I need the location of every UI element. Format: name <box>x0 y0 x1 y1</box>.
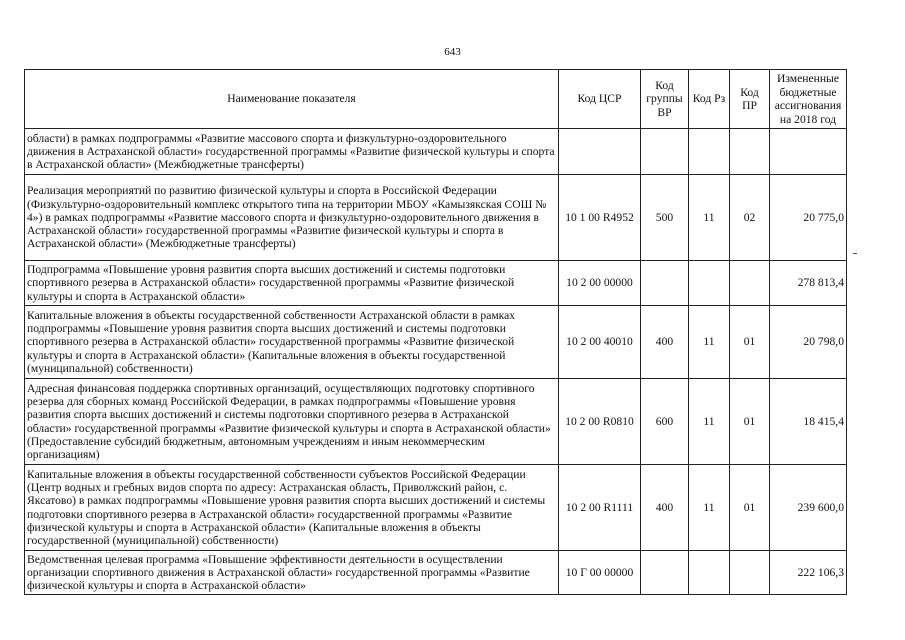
header-amount: Измененные бюджетные ассигнования на 2018 год <box>770 70 847 129</box>
row-csr: 10 Г 00 00000 <box>559 551 641 595</box>
row-vr <box>641 261 689 306</box>
row-name: Реализация мероприятий по развитию физической культуры и спорта в Российской Федерации (Физкультурно-оздоровительный комплекс открытого типа на территории МБОУ «Камызякская СОШ № 4») в рамках подпрограммы «Развитие массового спорта и физкультурно-оздоровительного движения в Астраханской области» государственной программы «Развитие физической культуры и спорта в Астраханской области» (Межбюджетные трансферты) <box>25 175 559 261</box>
budget-table <box>24 69 847 595</box>
row-vr: 400 <box>641 306 689 379</box>
table-row <box>25 465 847 551</box>
row-pr <box>730 261 770 306</box>
row-rz <box>689 129 730 175</box>
scan-speck <box>853 253 857 254</box>
row-csr: 10 2 00 00000 <box>559 261 641 306</box>
row-csr: 10 2 00 R1111 <box>559 465 641 551</box>
header-pr: Код ПР <box>730 70 770 129</box>
row-pr: 02 <box>730 175 770 261</box>
row-name: Адресная финансовая поддержка спортивных организаций, осуществляющих подготовку спортивного резерва для сборных команд Российской Федерации, в рамках подпрограммы «Повышение уровня развития спорта высших достижений и системы подготовки спортивного резерва в Астраханской области» государственной программы «Развитие физической культуры и спорта в Астраханской области» (Предоставление субсидий бюджетным, автономным учреждениям и иным некоммерческим организациям) <box>25 379 559 465</box>
row-name: Подпрограмма «Повышение уровня развития спорта высших достижений и системы подготовки спортивного резерва в Астраханской области» государственной программы «Развитие физической культуры и спорта в Астраханской области» <box>25 261 559 306</box>
row-rz: 11 <box>689 306 730 379</box>
row-rz: 11 <box>689 175 730 261</box>
row-csr: 10 2 00 40010 <box>559 306 641 379</box>
row-name: Капитальные вложения в объекты государственной собственности Астраханской области в рамках подпрограммы «Повышение уровня развития спорта высших достижений и системы подготовки спортивного резерва в Астраханской области» государственной программы «Развитие физической культуры и спорта в Астраханской области» (Капитальные вложения в объекты государственной (муниципальной) собственности) <box>25 306 559 379</box>
row-rz: 11 <box>689 379 730 465</box>
row-name: области) в рамках подпрограммы «Развитие массового спорта и физкультурно-оздоровительного движения в Астраханской области» государственной программы «Развитие физической культуры и спорта в Астраханской области» (Межбюджетные трансферты) <box>25 129 559 175</box>
table-row <box>25 551 847 595</box>
table-header-row <box>25 70 847 129</box>
row-amount: 278 813,4 <box>770 261 847 306</box>
row-name: Капитальные вложения в объекты государственной собственности субъектов Российской Федерации (Центр водных и гребных видов спорта по адресу: Астраханская область, Приволжский район, с. Яксатово) в рамках подпрограммы «Повышение уровня развития спорта высших достижений и системы подготовки спортивного резерва в Астраханской области» государственной программы «Развитие физической культуры и спорта в Астраханской области» (Капитальные вложения в объекты государственной (муниципальной) собственности) <box>25 465 559 551</box>
row-rz: 11 <box>689 465 730 551</box>
table-row <box>25 306 847 379</box>
row-pr: 01 <box>730 465 770 551</box>
header-csr: Код ЦСР <box>559 70 641 129</box>
row-amount: 222 106,3 <box>770 551 847 595</box>
table-row <box>25 261 847 306</box>
row-amount <box>770 129 847 175</box>
table-row <box>25 175 847 261</box>
row-csr <box>559 129 641 175</box>
row-csr: 10 2 00 R0810 <box>559 379 641 465</box>
header-rz: Код Рз <box>689 70 730 129</box>
table-row <box>25 379 847 465</box>
row-amount: 239 600,0 <box>770 465 847 551</box>
page-number: 643 <box>444 46 461 58</box>
row-vr: 500 <box>641 175 689 261</box>
row-amount: 20 798,0 <box>770 306 847 379</box>
row-csr: 10 1 00 R4952 <box>559 175 641 261</box>
row-name: Ведомственная целевая программа «Повышение эффективности деятельности в осуществлении организации спортивного движения в Астраханской области» государственной программы «Развитие физической культуры и спорта в Астраханской области» <box>25 551 559 595</box>
row-pr <box>730 129 770 175</box>
row-pr: 01 <box>730 306 770 379</box>
row-pr: 01 <box>730 379 770 465</box>
row-vr <box>641 129 689 175</box>
row-amount: 18 415,4 <box>770 379 847 465</box>
header-name: Наименование показателя <box>25 70 559 129</box>
row-vr <box>641 551 689 595</box>
row-rz <box>689 551 730 595</box>
row-pr <box>730 551 770 595</box>
header-vr: Код группы ВР <box>641 70 689 129</box>
row-vr: 600 <box>641 379 689 465</box>
row-rz <box>689 261 730 306</box>
row-vr: 400 <box>641 465 689 551</box>
row-amount: 20 775,0 <box>770 175 847 261</box>
table-row <box>25 129 847 175</box>
